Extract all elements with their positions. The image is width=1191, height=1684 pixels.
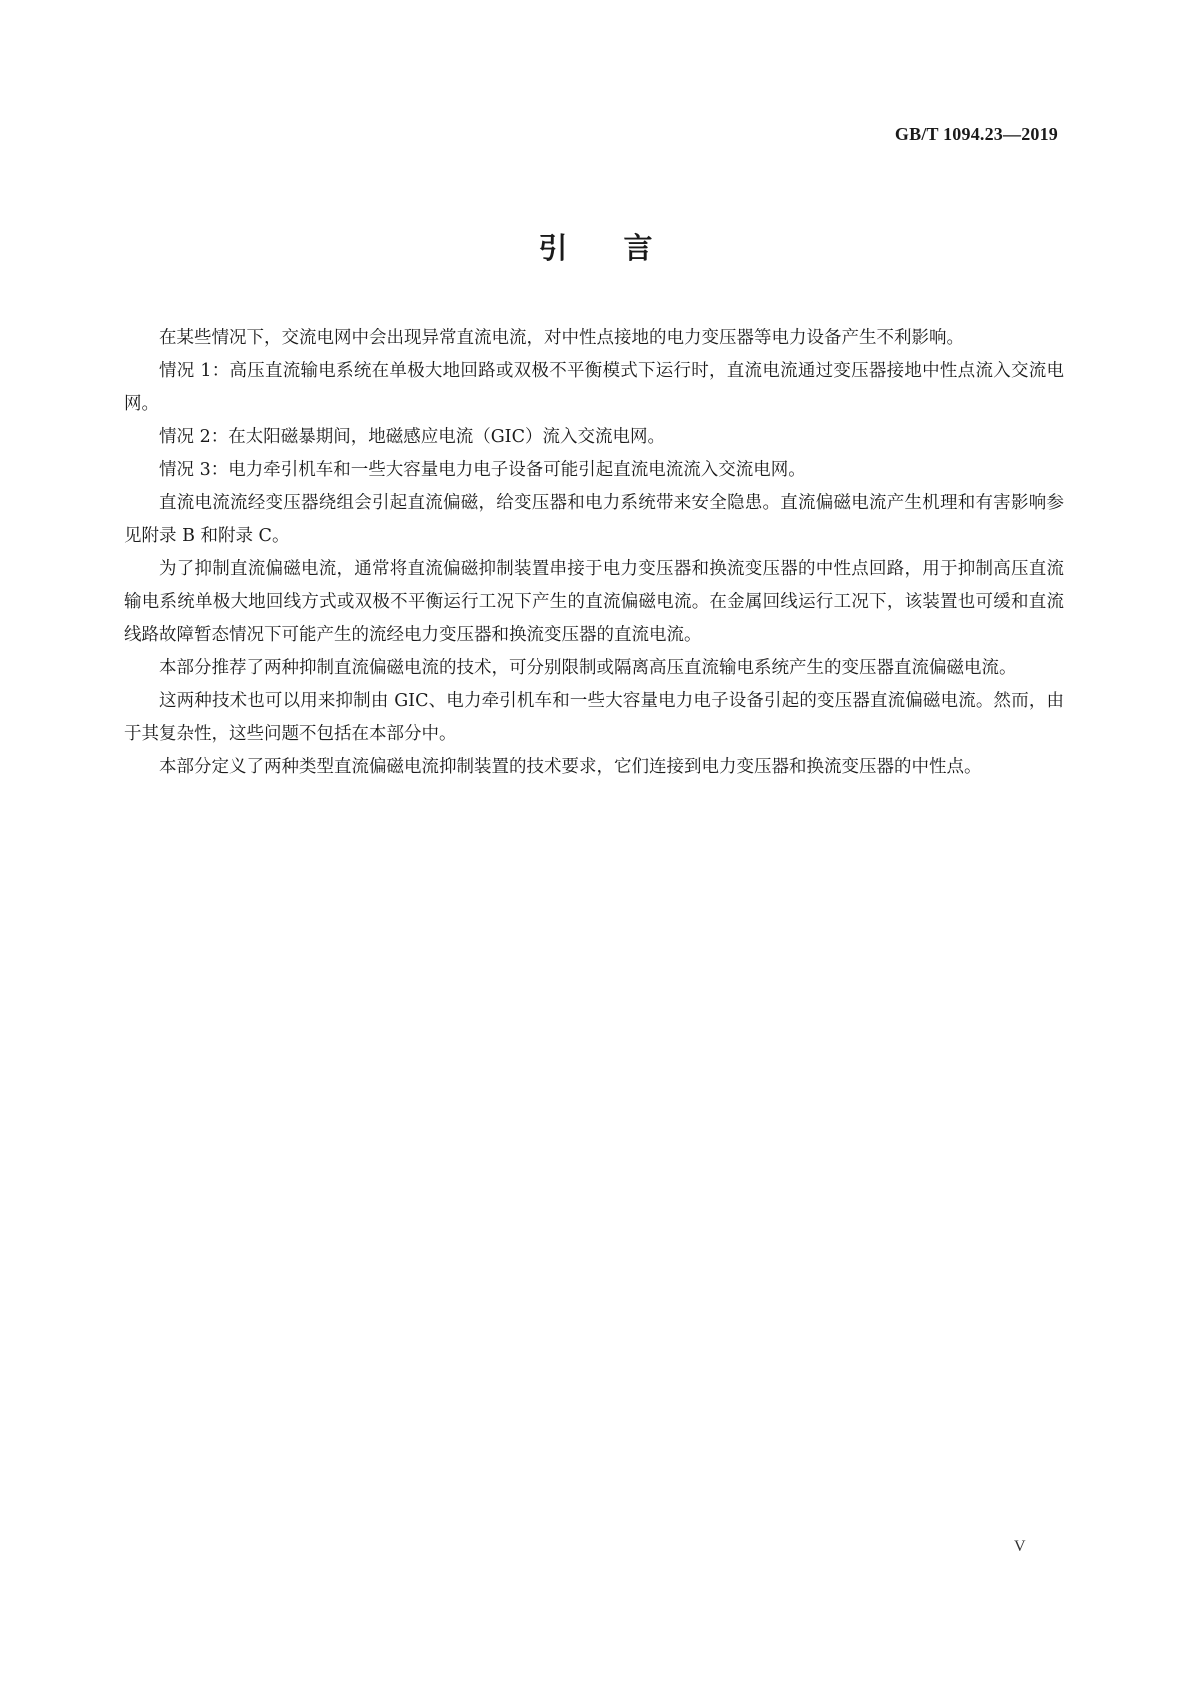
paragraph: 本部分定义了两种类型直流偏磁电流抑制装置的技术要求，它们连接到电力变压器和换流变压器的中性点。: [159, 757, 982, 777]
standard-number: GB/T 1094.23—2019: [894, 124, 1058, 144]
paragraph: 本部分推荐了两种抑制直流偏磁电流的技术，可分别限制或隔离高压直流输电系统产生的变压器直流偏磁电流。: [159, 658, 1017, 678]
paragraph: 情况 2：在太阳磁暴期间，地磁感应电流（GIC）流入交流电网。: [159, 427, 665, 447]
body-text: [124, 322, 1064, 784]
paragraph: 情况 1：高压直流输电系统在单极大地回路或双极不平衡模式下运行时，直流电流通过变压器接地中性点流入交流电网。: [124, 361, 1064, 414]
paragraph: 这两种技术也可以用来抑制由 GIC、电力牵引机车和一些大容量电力电子设备引起的变压器直流偏磁电流。然而，由于其复杂性，这些问题不包括在本部分中。: [124, 691, 1064, 744]
paragraph: 为了抑制直流偏磁电流，通常将直流偏磁抑制装置串接于电力变压器和换流变压器的中性点回路，用于抑制高压直流输电系统单极大地回线方式或双极不平衡运行工况下产生的直流偏磁电流。在金属回线运行工况下，该装置也可缓和直流线路故障暂态情况下可能产生的流经电力变压器和换流变压器的直流电流。: [124, 559, 1064, 645]
page-number: V: [1014, 1538, 1026, 1555]
paragraph: 在某些情况下，交流电网中会出现异常直流电流，对中性点接地的电力变压器等电力设备产生不利影响。: [159, 328, 964, 348]
section-title: 引言: [538, 231, 709, 265]
paragraph: 直流电流流经变压器绕组会引起直流偏磁，给变压器和电力系统带来安全隐患。直流偏磁电流产生机理和有害影响参见附录 B 和附录 C。: [124, 493, 1064, 546]
paragraph: 情况 3：电力牵引机车和一些大容量电力电子设备可能引起直流电流流入交流电网。: [159, 460, 806, 480]
